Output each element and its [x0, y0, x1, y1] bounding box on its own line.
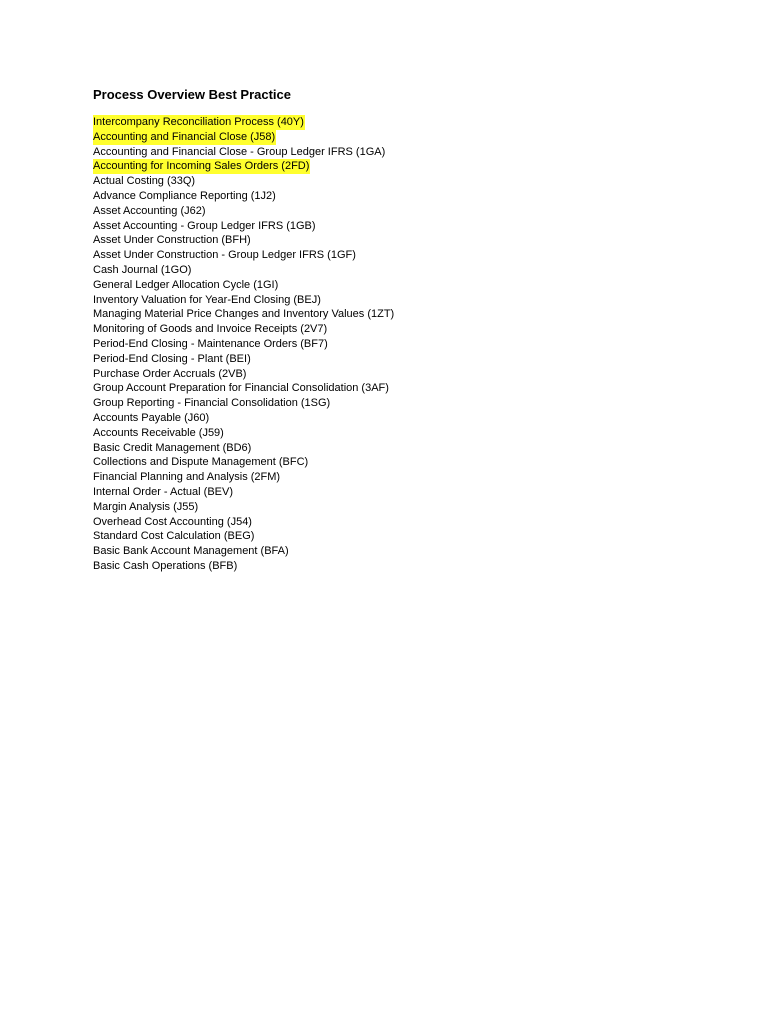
process-list-item — [93, 441, 395, 456]
process-list-item — [93, 455, 395, 470]
process-list-item-text: Asset Under Construction - Group Ledger IFRS (1GF) — [93, 249, 356, 262]
process-list-item — [93, 367, 395, 382]
process-list-item — [93, 544, 395, 559]
process-list-item-text: Accounting for Incoming Sales Orders (2FD) — [93, 160, 310, 173]
process-list-item — [93, 278, 395, 293]
process-list-item-text: Asset Under Construction (BFH) — [93, 234, 251, 247]
process-list-item-text: Accounting and Financial Close (J58) — [93, 130, 276, 143]
process-list-item — [93, 145, 395, 160]
process-list-item — [93, 485, 395, 500]
document-title: Process Overview Best Practice — [93, 87, 292, 102]
process-list-item-text: Monitoring of Goods and Invoice Receipts (2V7) — [93, 323, 328, 336]
process-list-item-text: Inventory Valuation for Year-End Closing (BEJ) — [93, 293, 321, 306]
process-list-item — [93, 159, 395, 174]
process-list-item-text: Standard Cost Calculation (BEG) — [93, 530, 255, 543]
process-list-item-text: Asset Accounting - Group Ledger IFRS (1GB) — [93, 219, 316, 232]
process-list-item — [93, 559, 395, 574]
process-list-item — [93, 396, 395, 411]
process-list-item — [93, 529, 395, 544]
process-list-item-text: Accounts Payable (J60) — [93, 411, 210, 424]
process-list-item — [93, 352, 395, 367]
process-list-item — [93, 470, 395, 485]
process-list-item-text: Basic Bank Account Management (BFA) — [93, 545, 289, 558]
process-list-item — [93, 322, 395, 337]
process-list-item — [93, 307, 395, 322]
process-list-item — [93, 500, 395, 515]
process-list-item — [93, 411, 395, 426]
process-list-item-text: Accounts Receivable (J59) — [93, 426, 224, 439]
process-list-item-text: Basic Credit Management (BD6) — [93, 441, 252, 454]
process-list-item-text: Overhead Cost Accounting (J54) — [93, 515, 252, 528]
process-list-item-text: Basic Cash Operations (BFB) — [93, 559, 238, 572]
process-list-item — [93, 426, 395, 441]
process-list-item — [93, 233, 395, 248]
process-list-item — [93, 130, 395, 145]
process-list-item-text: Collections and Dispute Management (BFC) — [93, 456, 309, 469]
process-list-item — [93, 337, 395, 352]
process-list-item — [93, 293, 395, 308]
process-list-item — [93, 204, 395, 219]
process-list-item-text: Actual Costing (33Q) — [93, 175, 196, 188]
process-list-item — [93, 381, 395, 396]
process-list-item-text: Advance Compliance Reporting (1J2) — [93, 189, 276, 202]
process-list-item — [93, 263, 395, 278]
process-list-item-text: Period-End Closing - Maintenance Orders (BF7) — [93, 337, 328, 350]
process-list-item — [93, 115, 395, 130]
process-list-item-text: Internal Order - Actual (BEV) — [93, 485, 233, 498]
process-list-item — [93, 515, 395, 530]
process-list-item-text: Purchase Order Accruals (2VB) — [93, 367, 247, 380]
process-list-item — [93, 174, 395, 189]
process-list-item-text: Cash Journal (1GO) — [93, 263, 192, 276]
process-list-item-text: Intercompany Reconciliation Process (40Y) — [93, 116, 304, 128]
process-list-item-text: Group Account Preparation for Financial Consolidation (3AF) — [93, 382, 389, 395]
process-list-item-text: Group Reporting - Financial Consolidation (1SG) — [93, 397, 331, 410]
process-list-item-text: Asset Accounting (J62) — [93, 204, 206, 217]
process-list-item-text: Accounting and Financial Close - Group Ledger IFRS (1GA) — [93, 145, 386, 158]
process-list-item-text: General Ledger Allocation Cycle (1GI) — [93, 278, 279, 291]
process-list-item-text: Period-End Closing - Plant (BEI) — [93, 352, 251, 365]
process-list-item — [93, 189, 395, 204]
process-list-item — [93, 248, 395, 263]
process-list-item-text: Financial Planning and Analysis (2FM) — [93, 471, 281, 484]
process-list-item-text: Margin Analysis (J55) — [93, 500, 199, 513]
process-list-item — [93, 219, 395, 234]
process-list-item-text: Managing Material Price Changes and Inventory Values (1ZT) — [93, 308, 395, 321]
process-list — [93, 115, 395, 574]
